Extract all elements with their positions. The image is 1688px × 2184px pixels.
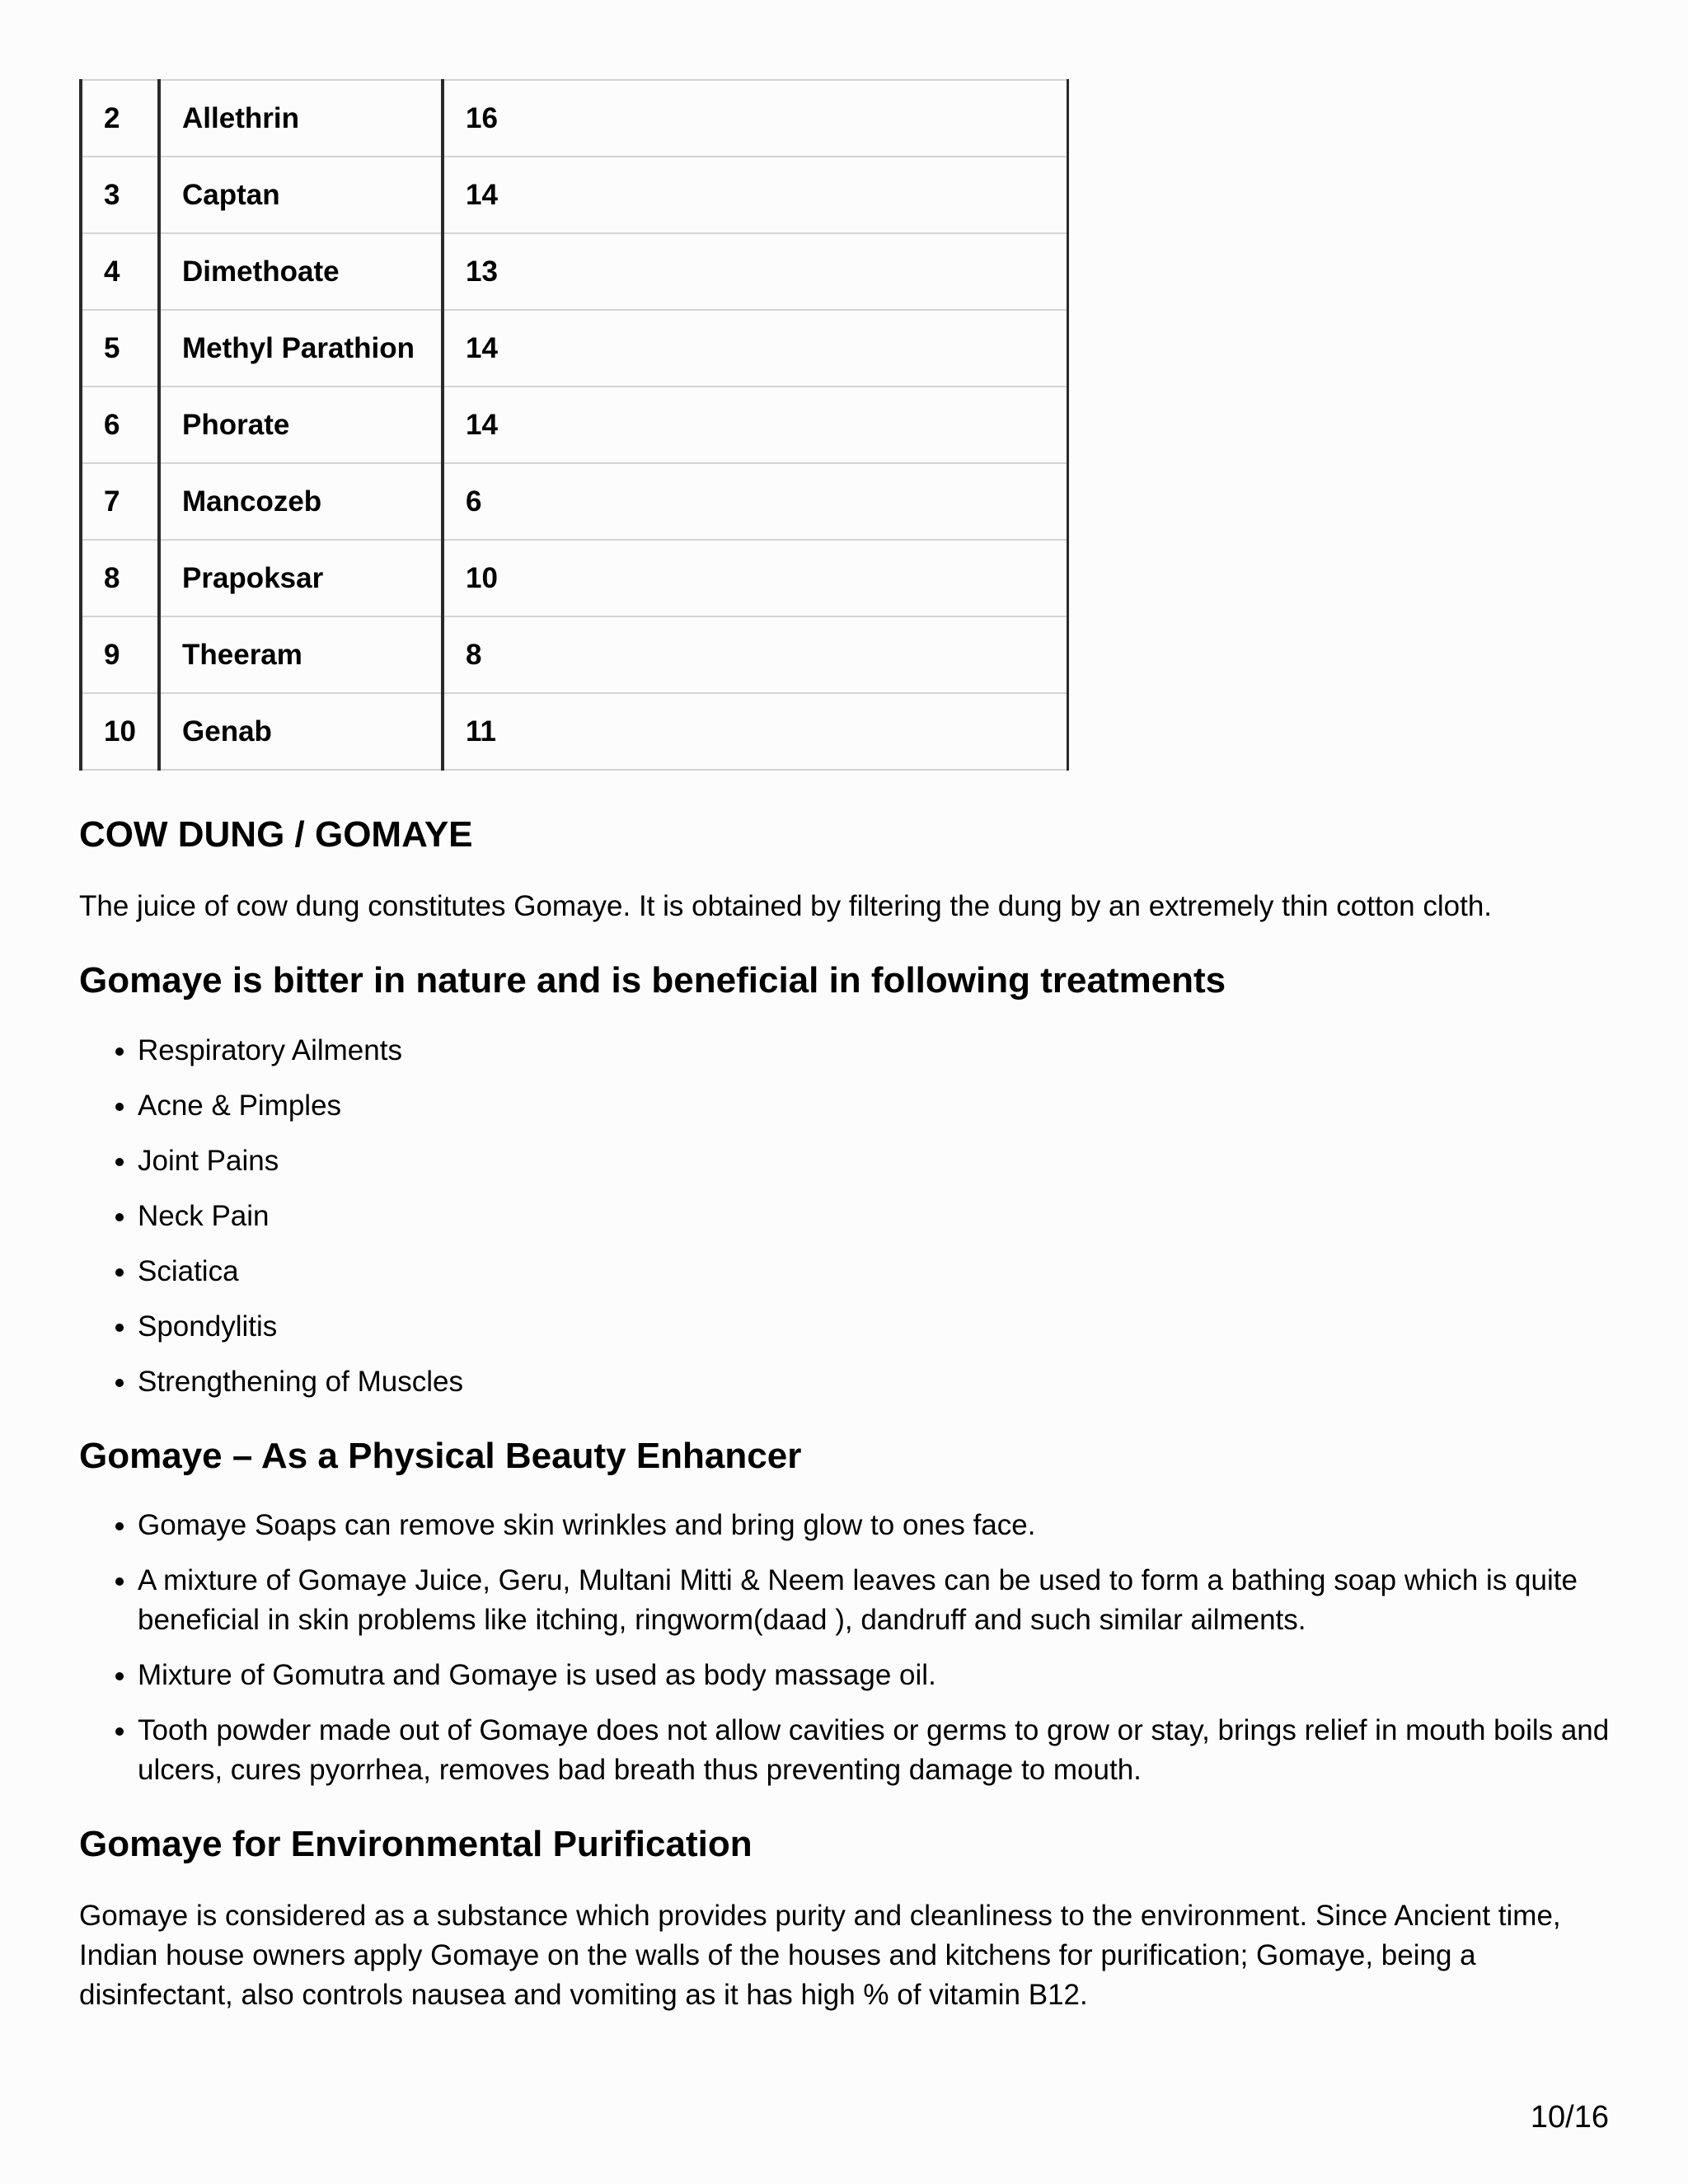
list-item: • Strengthening of Muscles	[138, 1362, 1612, 1402]
list-item: • Neck Pain	[138, 1197, 1612, 1236]
row-number: 2	[81, 80, 159, 157]
environment-text: Gomaye is considered as a substance which provides purity and cleanliness to the environment. Since Ancient time, Indian house owners apply Gomaye on the walls of the houses and kitchens for purification; Gomaye, being a disinfectant, also controls nausea and vomiting as it has high % of vitamin B12.	[79, 1900, 1561, 2012]
pesticide-name: Genab	[159, 693, 443, 770]
list-item: • A mixture of Gomaye Juice, Geru, Multani Mitti & Neem leaves can be used to form a bathing soap which is quite beneficial in skin problems like itching, ringworm(daad ), dandruff and such similar ailments.	[138, 1561, 1612, 1640]
list-item: • Acne & Pimples	[138, 1086, 1612, 1126]
row-number: 10	[81, 693, 159, 770]
treatments-heading: Gomaye is bitter in nature and is beneficial in following treatments	[79, 959, 1226, 1001]
table-row	[81, 616, 1068, 693]
pesticide-table	[79, 79, 1069, 771]
list-item: • Spondylitis	[138, 1307, 1612, 1347]
pesticide-name: Phorate	[159, 387, 443, 463]
table-row	[81, 387, 1068, 463]
row-number: 7	[81, 463, 159, 540]
pesticide-value: 16	[443, 80, 1068, 157]
cow-dung-heading: COW DUNG / GOMAYE	[79, 814, 473, 855]
row-number: 9	[81, 616, 159, 693]
row-number: 8	[81, 540, 159, 616]
pesticide-name: Methyl Parathion	[159, 310, 443, 387]
pesticide-name: Allethrin	[159, 80, 443, 157]
cow-dung-intro: The juice of cow dung constitutes Gomaye. It is obtained by filtering the dung by an extremely thin cotton cloth.	[79, 889, 1493, 922]
list-item: • Tooth powder made out of Gomaye does not allow cavities or germs to grow or stay, brings relief in mouth boils and ulcers, cures pyorrhea, removes bad breath thus preventing damage to mouth.	[138, 1711, 1612, 1790]
row-number: 6	[81, 387, 159, 463]
row-number: 4	[81, 233, 159, 310]
pesticide-value: 10	[443, 540, 1068, 616]
environment-heading: Gomaye for Environmental Purification	[79, 1824, 753, 1865]
document-page	[79, 79, 1612, 2015]
pesticide-value: 6	[443, 463, 1068, 540]
row-number: 3	[81, 157, 159, 233]
table-row	[81, 310, 1068, 387]
row-number: 5	[81, 310, 159, 387]
beauty-heading: Gomaye – As a Physical Beauty Enhancer	[79, 1435, 802, 1476]
treatments-list	[79, 1031, 1612, 1402]
pesticide-value: 14	[443, 310, 1068, 387]
pesticide-name: Prapoksar	[159, 540, 443, 616]
pesticide-name: Mancozeb	[159, 463, 443, 540]
table-row	[81, 540, 1068, 616]
pesticide-name: Theeram	[159, 616, 443, 693]
table-row	[81, 80, 1068, 157]
pesticide-name: Dimethoate	[159, 233, 443, 310]
table-row	[81, 157, 1068, 233]
list-item: • Sciatica	[138, 1252, 1612, 1291]
pesticide-value: 11	[443, 693, 1068, 770]
pesticide-name: Captan	[159, 157, 443, 233]
list-item: • Mixture of Gomutra and Gomaye is used as body massage oil.	[138, 1656, 1612, 1695]
list-item: • Respiratory Ailments	[138, 1031, 1612, 1071]
table-row	[81, 693, 1068, 770]
list-item: • Gomaye Soaps can remove skin wrinkles and bring glow to ones face.	[138, 1506, 1612, 1545]
table-row	[81, 463, 1068, 540]
table-row	[81, 233, 1068, 310]
pesticide-value: 14	[443, 387, 1068, 463]
pesticide-value: 8	[443, 616, 1068, 693]
pesticide-value: 14	[443, 157, 1068, 233]
list-item: • Joint Pains	[138, 1141, 1612, 1181]
beauty-list	[79, 1506, 1612, 1790]
page-number: 10/16	[1530, 2100, 1609, 2135]
pesticide-value: 13	[443, 233, 1068, 310]
